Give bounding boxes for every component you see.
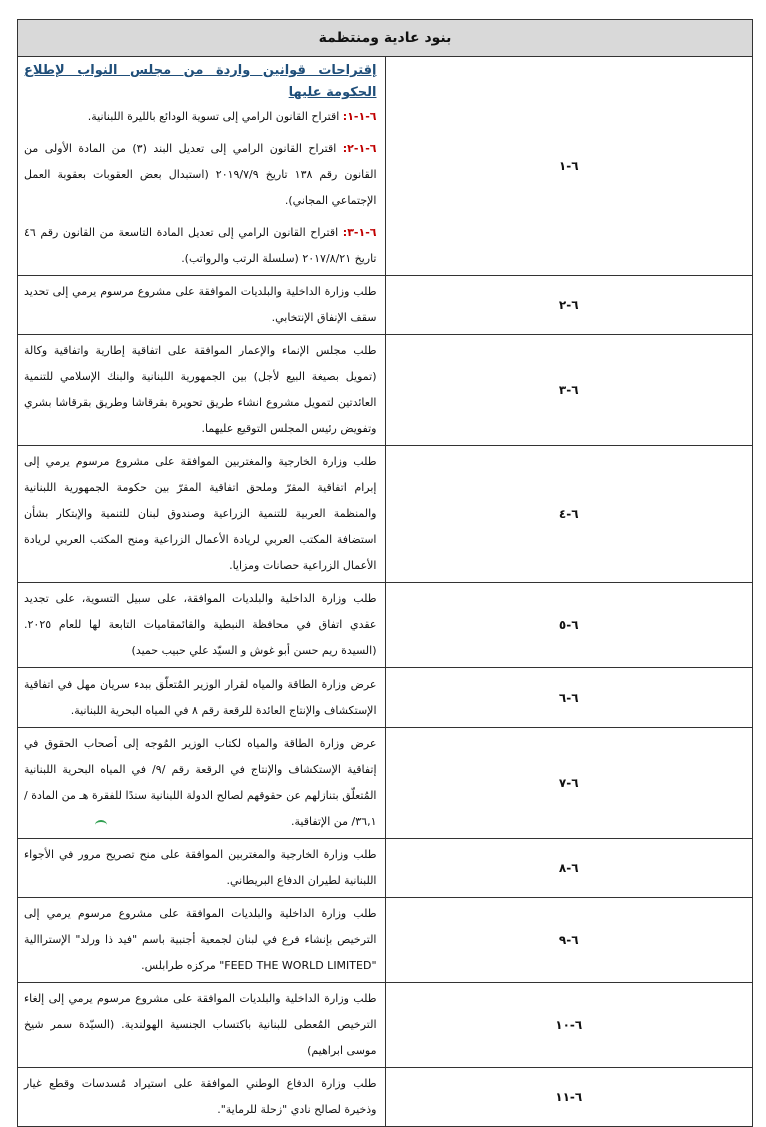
table-header: بنود عادية ومنتظمة bbox=[18, 20, 753, 57]
item-number: ٦-٩ bbox=[385, 898, 753, 983]
table-row bbox=[18, 583, 753, 668]
item-text: طلب وزارة الداخلية والبلديات الموافقة على مشروع مرسوم يرمي إلى إلغاء الترخيص المُعطى للبنانية باكتساب الجنسية الهولندية. (السيّدة سمر شيخ موسى ابراهيم) bbox=[18, 983, 386, 1068]
item-number: ٦-١١ bbox=[385, 1068, 753, 1127]
sub-item-text: اقتراح القانون الرامي إلى تعديل المادة التاسعة من القانون رقم ٤٦ تاريخ ٢٠١٧/٨/٢١ (سلسلة الرتب والرواتب). bbox=[24, 226, 377, 265]
table-row bbox=[18, 668, 753, 728]
item-text: طلب وزارة الخارجية والمغتربين الموافقة على مشروع مرسوم يرمي إلى إبرام اتفاقية المقرّ وملحق اتفاقية المقرّ بين حكومة الجمهورية اللبنانية والمنظمة العربية للتنمية الزراعية وصندوق لبنان للتنمية والإبتكار بشأن استضافة المكتب العربي لريادة الأعمال الزراعية ومنح المكتب العربي لريادة الأعمال الزراعية حصانات ومزايا. bbox=[18, 446, 386, 583]
item-text: طلب وزارة الداخلية والبلديات الموافقة، على سبيل التسوية، على تجديد عقدي اتفاق في محافظة النبطية والقائمقاميات التابعة لها للعام ٢٠٢٥. (السيدة ريم حسن أبو غوش و السيّد علي حبيب حميد) bbox=[18, 583, 386, 668]
item-text: طلب وزارة الداخلية والبلديات الموافقة على مشروع مرسوم يرمي إلى تحديد سقف الإنفاق الإنتخابي. bbox=[18, 276, 386, 335]
item-number: ٦-٢ bbox=[385, 276, 753, 335]
table-row bbox=[18, 983, 753, 1068]
sub-item-text: اقتراح القانون الرامي إلى تسوية الودائع بالليرة اللبنانية. bbox=[87, 110, 343, 123]
footer-decoration bbox=[95, 820, 107, 830]
item-number: ٦-٥ bbox=[385, 583, 753, 668]
item-number: ٦-٧ bbox=[385, 728, 753, 839]
table-row bbox=[18, 57, 753, 276]
item-text: عرض وزارة الطاقة والمياه لقرار الوزير المُتعلّق ببدء سريان مهل في اتفاقية الإستكشاف والإنتاج العائدة للرقعة رقم ٨ في المياه البحرية اللبنانية. bbox=[18, 668, 386, 728]
item-text: عرض وزارة الطاقة والمياه لكتاب الوزير المُوجه إلى أصحاب الحقوق في إتفاقية الإستكشاف والإنتاج في الرقعة رقم /٩/ في المياه البحرية اللبنانية المُتعلّق بتنازلهم عن حقوقهم لصالح الدولة اللبنانية سندًا للفقرة هـ من المادة /٣٦,١/ من الإتفاقية. bbox=[18, 728, 386, 839]
sub-item bbox=[24, 136, 377, 214]
item-content bbox=[18, 57, 386, 276]
table-row bbox=[18, 898, 753, 983]
item-text: طلب وزارة الخارجية والمغتربين الموافقة على منح تصريح مرور في الأجواء اللبنانية لطيران الدفاع البريطاني. bbox=[18, 839, 386, 898]
sub-item-text: اقتراح القانون الرامي إلى تعديل البند (٣) من المادة الأولى من القانون رقم ١٣٨ تاريخ ٢٠١٩/٧/٩ (استبدال بعض العقوبات بعقوبة العمل الإجتماعي المجاني). bbox=[24, 142, 377, 207]
sub-item bbox=[24, 104, 377, 130]
table-row bbox=[18, 446, 753, 583]
table-header-row bbox=[18, 20, 753, 57]
sub-item bbox=[24, 220, 377, 272]
item-text: طلب وزارة الداخلية والبلديات الموافقة على مشروع مرسوم يرمي إلى الترخيص بإنشاء فرع في لبنان لجمعية أجنبية باسم "فيد ذا ورلد" الإستراالية "FEED THE WORLD LIMITED" مركزه طرابلس. bbox=[18, 898, 386, 983]
item-number: ٦-١ bbox=[385, 57, 753, 276]
item-number: ٦-٦ bbox=[385, 668, 753, 728]
item-number: ٦-٤ bbox=[385, 446, 753, 583]
table-row bbox=[18, 276, 753, 335]
table-row bbox=[18, 335, 753, 446]
item-number: ٦-١٠ bbox=[385, 983, 753, 1068]
sub-item-code: ٦-١-١: bbox=[342, 110, 377, 123]
item-number: ٦-٨ bbox=[385, 839, 753, 898]
section-title: إقتراحات قوانين واردة من مجلس النواب لإطلاع الحكومة عليها bbox=[24, 63, 377, 100]
table-row bbox=[18, 839, 753, 898]
agenda-table bbox=[17, 19, 753, 1127]
item-text: طلب وزارة الدفاع الوطني الموافقة على استيراد مُسدسات وقطع غيار وذخيرة لصالح نادي "زحلة للرماية". bbox=[18, 1068, 386, 1127]
table-row bbox=[18, 1068, 753, 1127]
sub-item-code: ٦-١-٢: bbox=[342, 142, 377, 155]
item-number: ٦-٣ bbox=[385, 335, 753, 446]
sub-item-code: ٦-١-٣: bbox=[342, 226, 377, 239]
item-text: طلب مجلس الإنماء والإعمار الموافقة على اتفاقية إطارية واتفاقية وكالة (تمويل بصيغة البيع لأجل) بين الجمهورية اللبنانية والبنك الإسلامي للتنمية العائدتين لتمويل مشروع انشاء طريق تحويرة بقرقاشا وطريق بقرقاشا بشري وتفويض رئيس المجلس التوقيع عليهما. bbox=[18, 335, 386, 446]
table-row bbox=[18, 728, 753, 839]
